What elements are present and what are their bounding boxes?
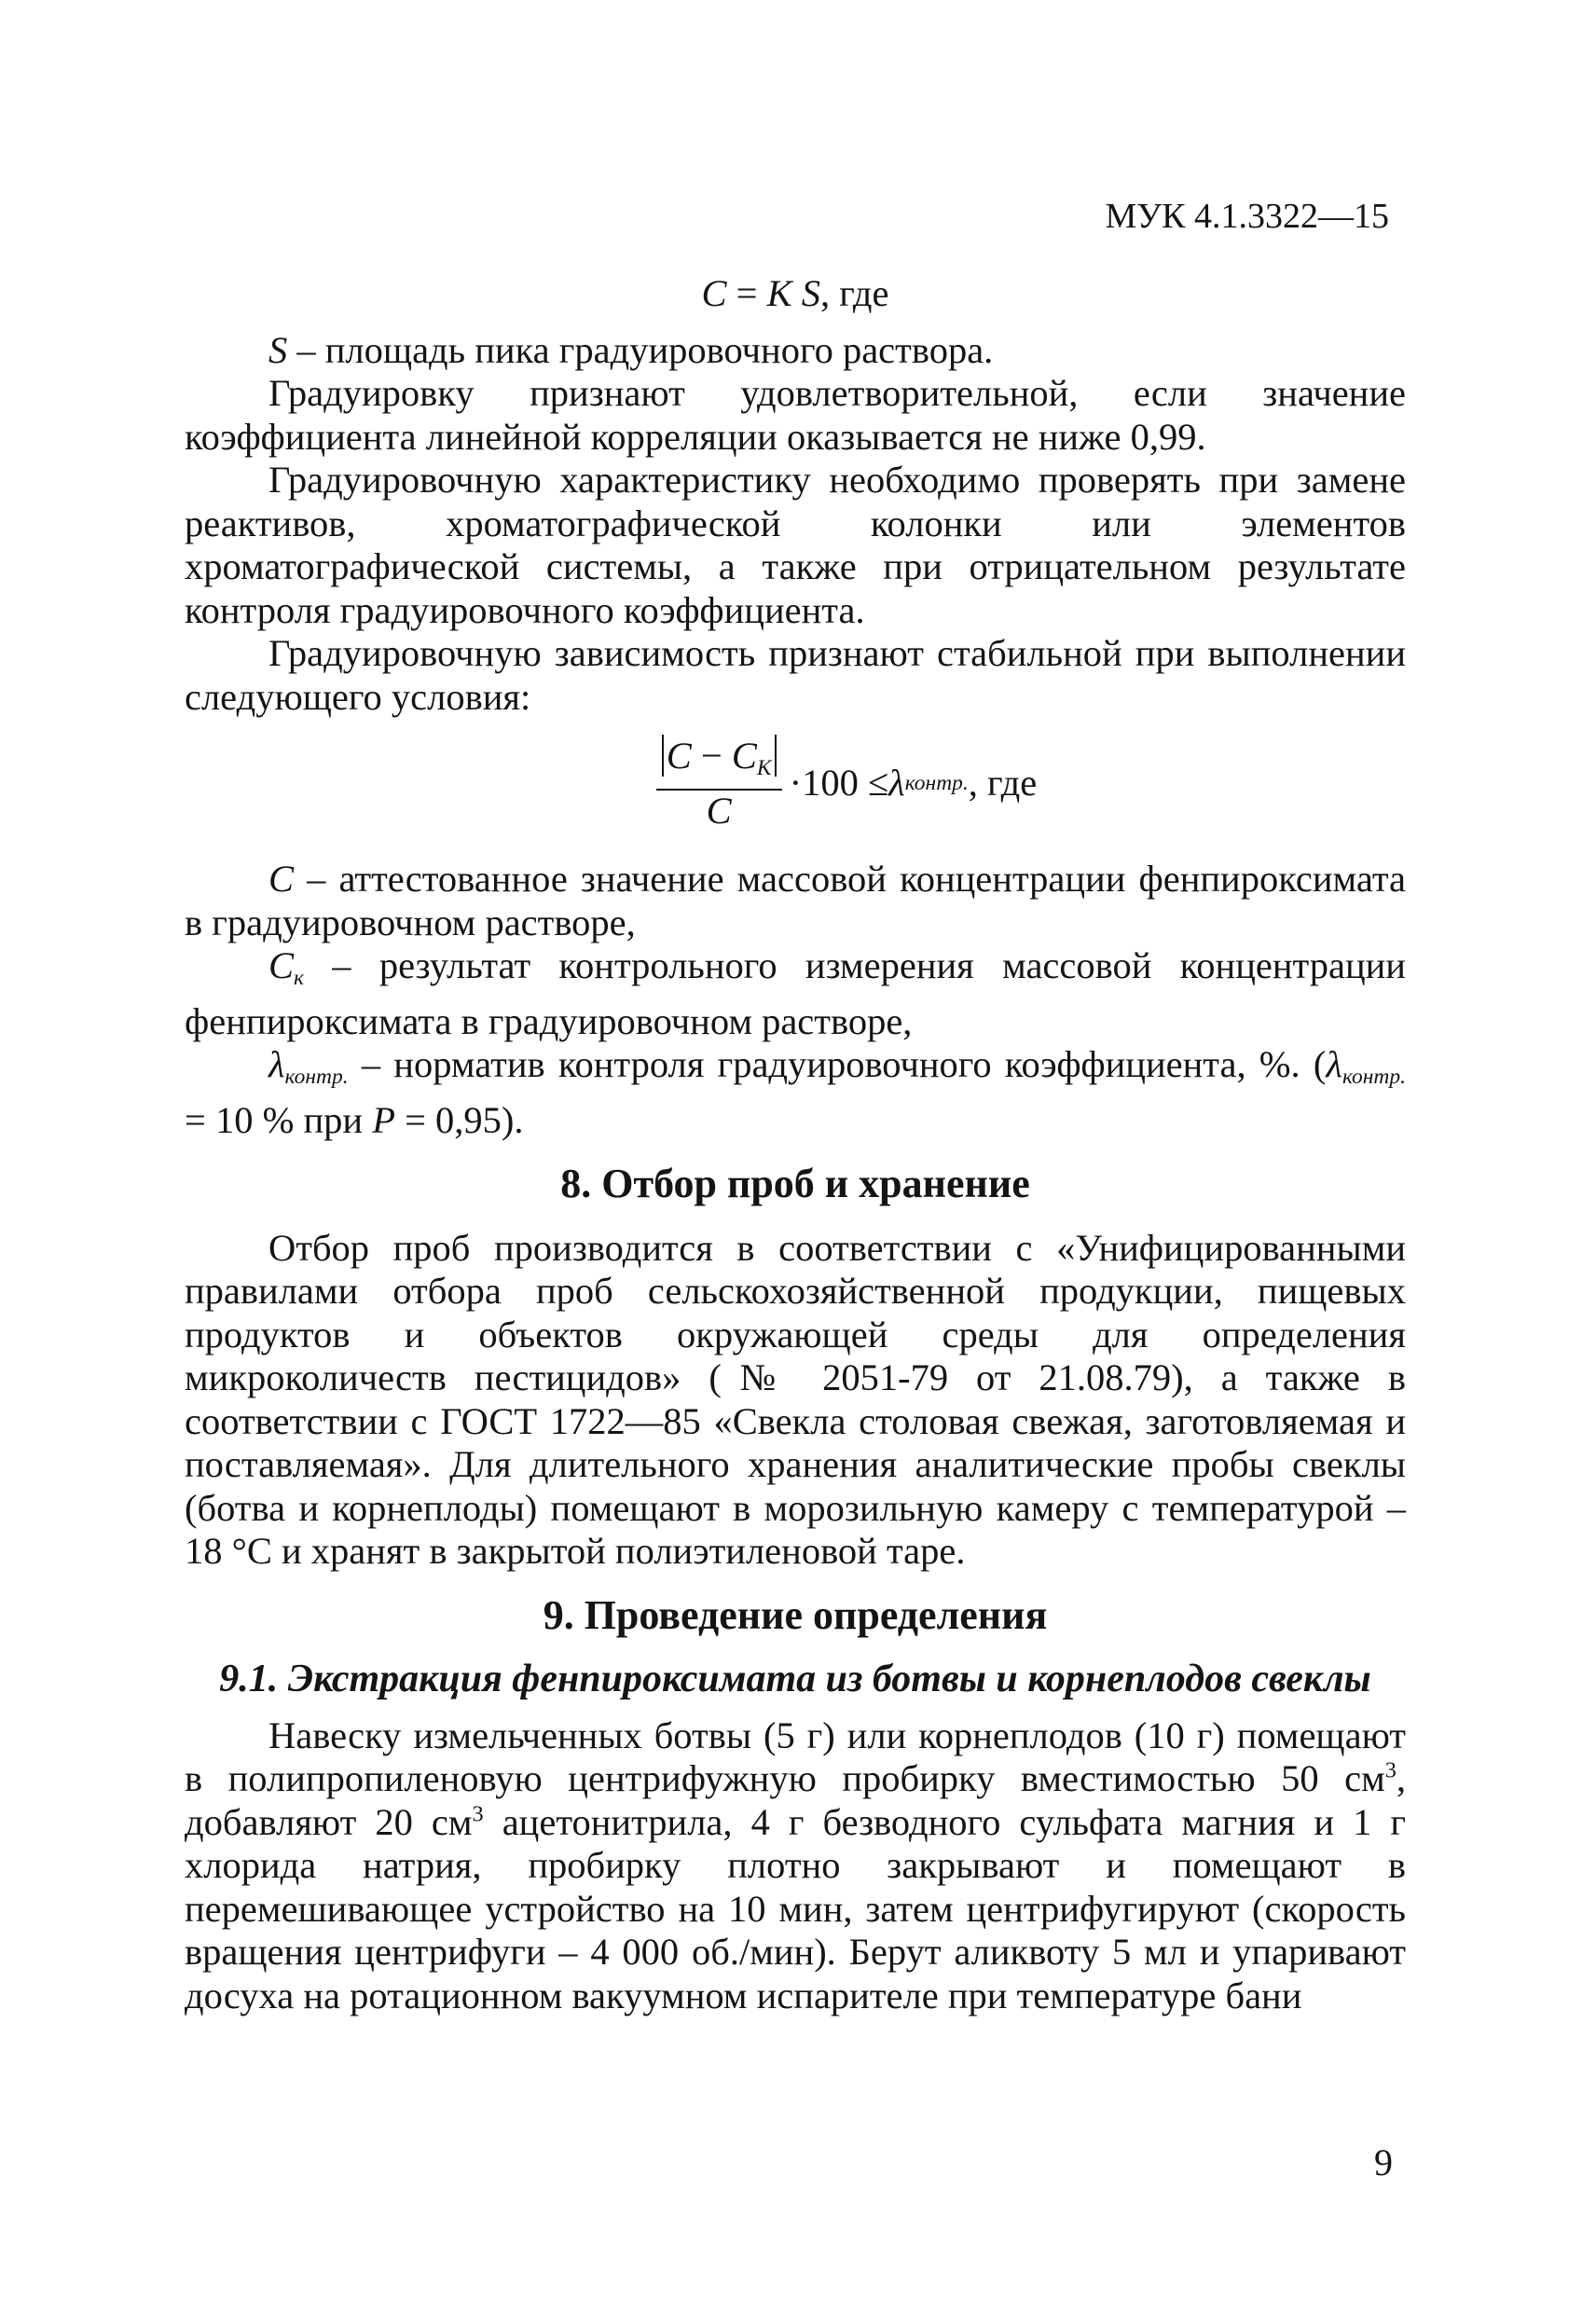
lambda-definition-symbol: λ — [268, 1043, 285, 1086]
s-definition — [185, 329, 1406, 373]
formula-lambda: λ — [888, 762, 905, 805]
lambda-paren-end: = 0,95). — [394, 1098, 524, 1141]
formula-equals: = — [726, 272, 767, 314]
formula-lambda-subscript: контр. — [904, 771, 969, 796]
cubic-superscript-1: 3 — [1384, 1757, 1396, 1783]
cubic-superscript-2: 3 — [472, 1801, 484, 1827]
paragraph-calibration-acceptance: Градуировку признают удовлетворительной, если значение коэффициента линейной корреляции оказывается не ниже 0,99. — [185, 372, 1406, 458]
section-9-1-text — [185, 1714, 1406, 2018]
lambda-definition-subscript: контр. — [284, 1065, 349, 1090]
document-code-header: МУК 4.1.3322—15 — [1105, 197, 1389, 236]
section-9-1-text-part-2: , добавляют 20 см — [185, 1757, 1406, 1843]
fraction-numerator — [656, 736, 782, 791]
numerator-c: C — [666, 735, 692, 777]
section-9-1-text-part-1: Навеску измельченных ботвы (5 г) или корнеплодов (10 г) помещают в полипропиленовую центрифужную пробирку вместимостью 50 см — [185, 1713, 1406, 1800]
formula-c-equals-ks — [185, 272, 1406, 316]
lambda-paren-subscript: контр. — [1341, 1065, 1406, 1090]
c-definition-symbol: C — [268, 858, 295, 901]
formula-tail: , где — [820, 272, 889, 314]
lambda-definition — [185, 1043, 1406, 1142]
lambda-definition-text: – норматив контроля градуировочного коэффициента, %. — [348, 1043, 1300, 1086]
section-8-heading: 8. Отбор проб и хранение — [560, 1161, 1030, 1207]
page-body — [185, 272, 1406, 2017]
formula-k-symbol: K — [766, 272, 792, 314]
paragraph-calibration-stability: Градуировочную зависимость признают стабильной при выполнении следующего условия: — [185, 632, 1406, 718]
formula-multiplier: ·100 ≤ — [789, 762, 889, 805]
s-definition-symbol: S — [268, 328, 288, 371]
formula-c-symbol: C — [701, 272, 727, 314]
lambda-paren-open: ( — [1313, 1043, 1327, 1086]
s-definition-text: – площадь пика градуировочного раствора. — [287, 328, 994, 371]
ck-definition-symbol: C — [268, 944, 295, 987]
fraction-denominator: C — [706, 790, 732, 833]
stability-formula — [287, 736, 1406, 832]
ck-definition-text: – результат контрольного измерения массовой концентрации фенпироксимата в градуировочном растворе, — [185, 944, 1406, 1042]
numerator-ck: C — [731, 735, 757, 777]
numerator-ck-subscript: K — [756, 756, 772, 781]
absolute-value — [662, 735, 777, 781]
section-9-heading: 9. Проведение определения — [543, 1591, 1048, 1638]
formula-s-symbol: S — [801, 272, 821, 314]
ck-definition-subscript: к — [294, 966, 305, 991]
section-9-1-text-part-3: ацетонитрила, 4 г безводного сульфата магния и 1 г хлорида натрия, пробирку плотно закрывают и помещают в перемешивающее устройство на 10 мин, затем центрифугируют (скорость вращения центрифуги – 4 000 об./мин). Берут аликвоту 5 мл и упаривают досуха на ротационном вакуумном испарителе при температуре бани — [185, 1800, 1406, 2016]
paragraph-calibration-check: Градуировочную характеристику необходимо проверять при замене реактивов, хроматографической колонки или элементов хроматографической системы, а также при отрицательном результате контроля градуировочного коэффициента. — [185, 459, 1406, 631]
formula-2-tail: , где — [968, 762, 1038, 805]
lambda-paren-p: P — [372, 1098, 395, 1141]
section-8-text: Отбор проб производится в соответствии с «Унифицированными правилами отбора проб сельскохозяйственной продукции, пищевых продуктов и объектов окружающей среды для определения микроколичеств пестицидов» (№ 2051-79 от 21.08.79), а также в соответствии с ГОСТ 1722—85 «Свекла столовая свежая, заготовляемая и поставляемая». Для длительного хранения аналитические пробы свеклы (ботва и корнеплоды) помещают в морозильную камеру с температурой –18 °С и хранят в закрытой полиэтиленовой таре. — [185, 1226, 1406, 1573]
stability-fraction — [656, 736, 782, 832]
section-9-1-heading: 9.1. Экстракция фенпироксимата из ботвы и корнеплодов свеклы — [219, 1658, 1371, 1701]
c-definition-text: – аттестованное значение массовой концентрации фенпироксимата в градуировочном растворе, — [185, 858, 1406, 943]
page-number: 9 — [1374, 2141, 1393, 2183]
numerator-minus: − — [691, 735, 732, 777]
lambda-paren-mid: = 10 % при — [185, 1098, 373, 1141]
lambda-paren-symbol: λ — [1326, 1043, 1342, 1086]
c-definition — [185, 858, 1406, 944]
ck-definition — [185, 944, 1406, 1043]
